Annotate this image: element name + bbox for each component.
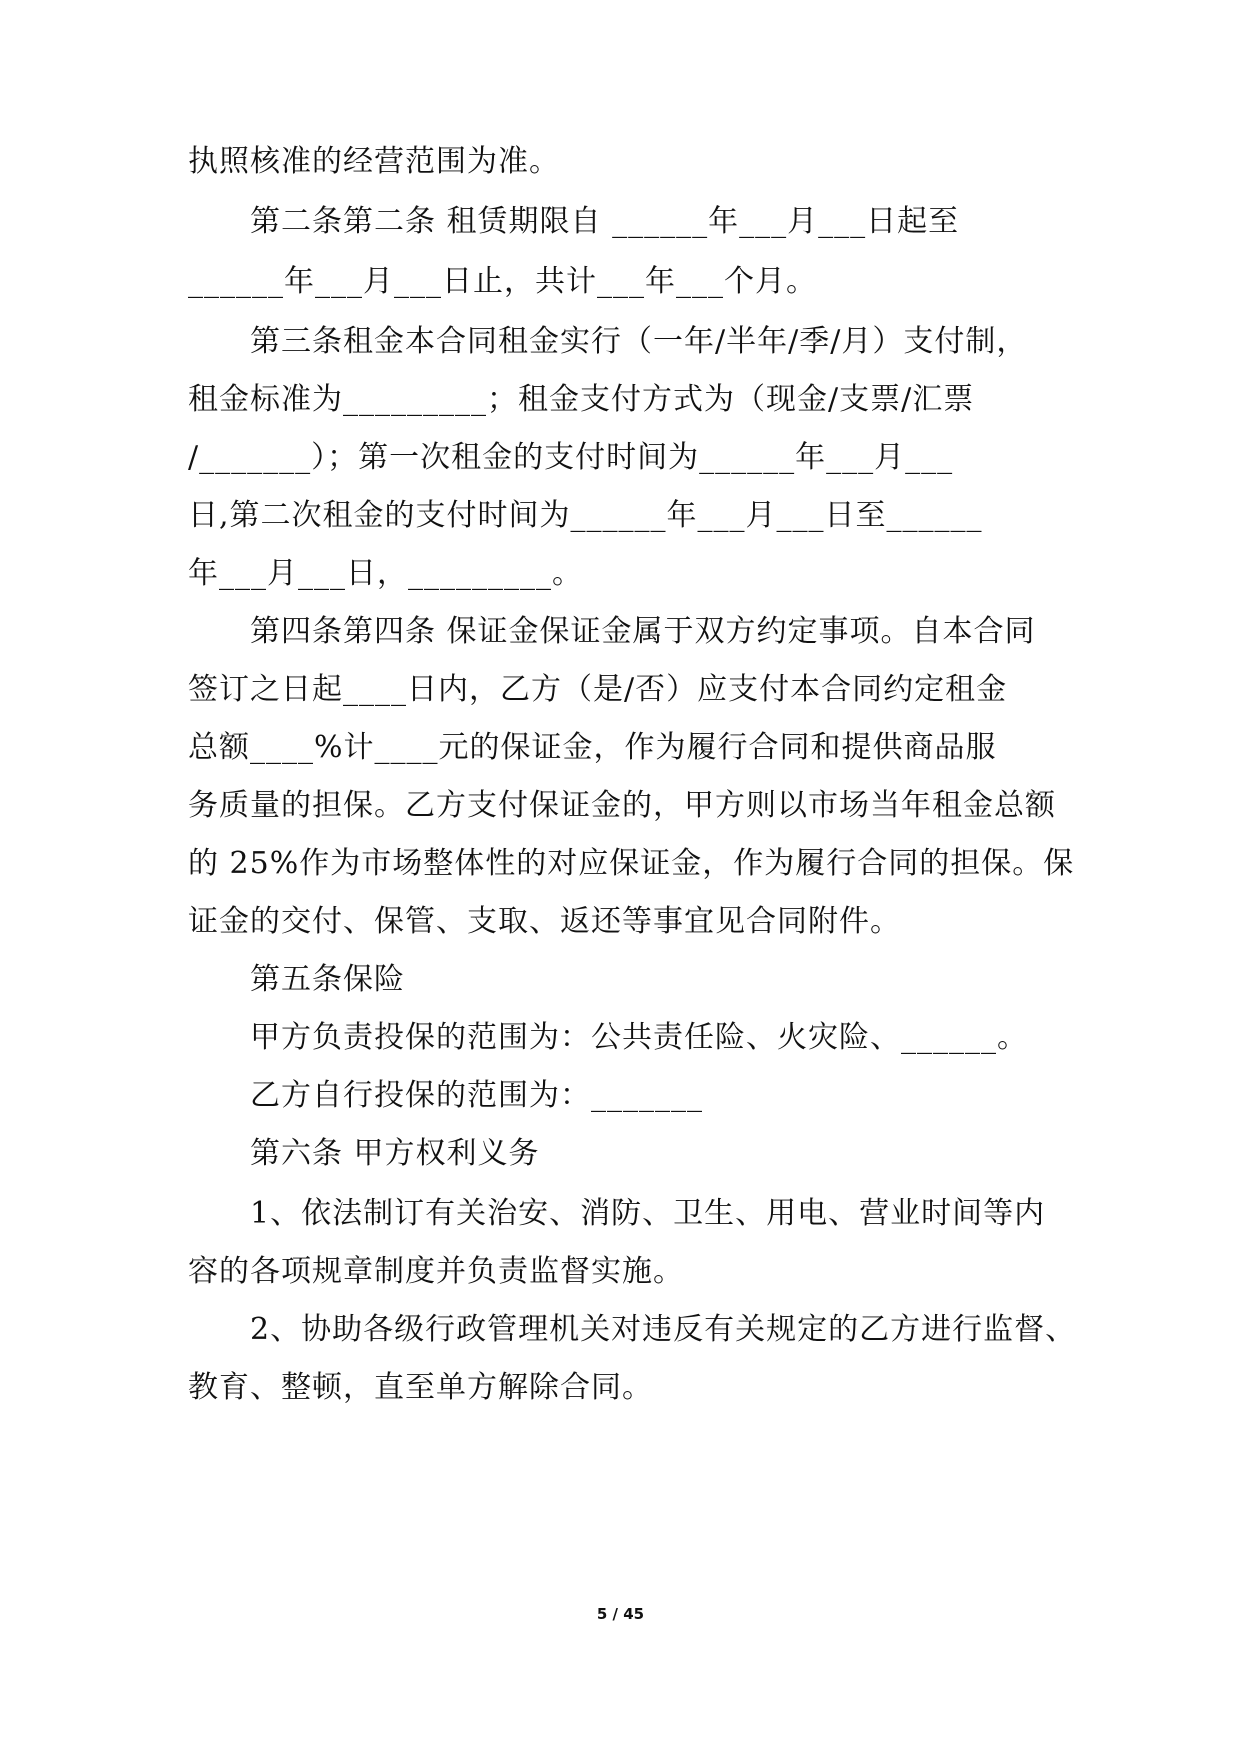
text-line: 甲方负责投保的范围为：公共责任险、火灾险、______。 [250,1020,1028,1055]
text-line: 的 25%作为市场整体性的对应保证金，作为履行合同的担保。保 [188,846,1075,881]
text-line: 1、依法制订有关治安、消防、卫生、用电、营业时间等内 [250,1196,1046,1231]
text-line: 总额____%计____元的保证金，作为履行合同和提供商品服 [188,730,997,765]
text-line: 年___月___日，_________。 [188,556,583,591]
text-line: 第四条第四条 保证金保证金属于双方约定事项。自本合同 [250,614,1036,649]
text-line: ______年___月___日止，共计___年___个月。 [188,264,817,299]
text-line: 第二条第二条 租赁期限自 ______年___月___日起至 [250,204,960,239]
text-line: 日,第二次租金的支付时间为______年___月___日至______ [188,498,983,533]
text-line: 执照核准的经营范围为准。 [188,144,560,179]
text-line: 证金的交付、保管、支取、返还等事宜见合同附件。 [188,904,901,939]
text-line: 务质量的担保。乙方支付保证金的，甲方则以市场当年租金总额 [188,788,1056,823]
text-line: 第三条租金本合同租金实行（一年/半年/季/月）支付制， [250,324,1028,359]
text-line: 租金标准为_________；租金支付方式为（现金/支票/汇票 [188,382,975,417]
page-number: 5 / 45 [596,1605,645,1623]
text-line: 签订之日起____日内，乙方（是/否）应支付本合同约定租金 [188,672,1008,707]
section-heading: 第五条保险 [250,962,405,997]
text-line: 容的各项规章制度并负责监督实施。 [188,1254,684,1289]
text-line: 乙方自行投保的范围为：_______ [250,1078,703,1113]
text-line: 教育、整顿，直至单方解除合同。 [188,1370,653,1405]
text-line: 2、协助各级行政管理机关对违反有关规定的乙方进行监督、 [250,1312,1077,1347]
section-heading: 第六条 甲方权利义务 [250,1136,540,1171]
text-line: /_______）；第一次租金的支付时间为______年___月___ [188,440,954,475]
